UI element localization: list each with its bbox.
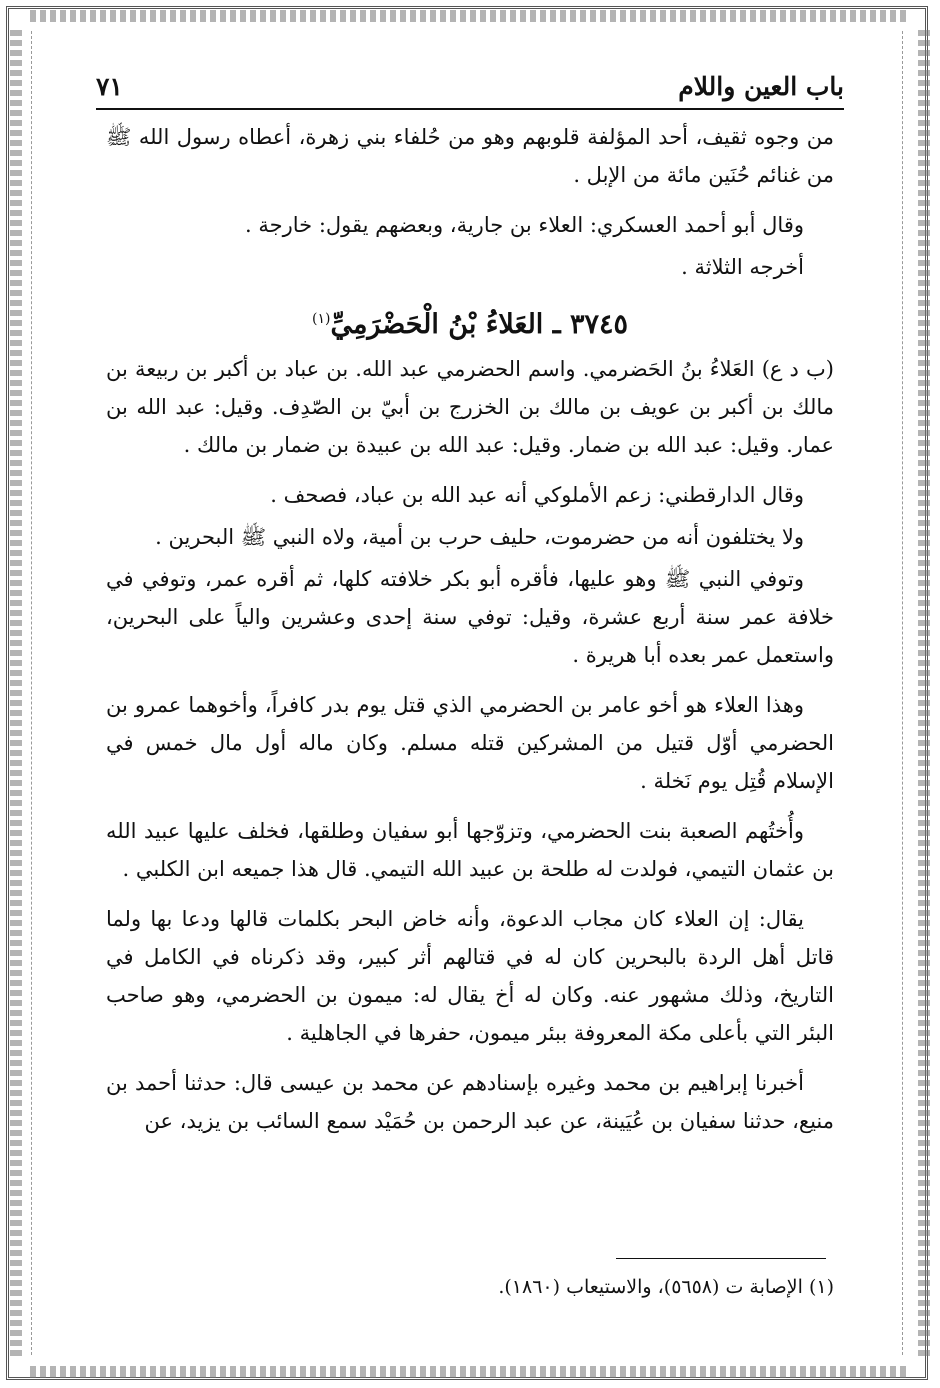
top-ornament: [30, 10, 910, 22]
paragraph-5: وقال الدارقطني: زعم الأملوكي أنه عبد الله بن عباد، فصحف .: [270, 483, 804, 507]
entry-title-text: ٣٧٤٥ ـ العَلاءُ بْنُ الْحَضْرَمِيِّ: [330, 309, 629, 340]
paragraph-4: (ب د ع) العَلاءُ بنُ الحَضرمي. واسم الحضرمي عبد الله. بن عباد بن أكبر بن ربيعة بن مالك بن أكبر بن عويف بن مالك بن الخزرج بن أبيّ بن الصّدِف. وقيل: عبد الله بن عمار. وقيل: عبد الله بن ضمار. وقيل: عبد الله بن عبيدة بن ضمار بن مالك .: [106, 357, 834, 457]
paragraph-3: أخرجه الثلاثة .: [681, 255, 804, 279]
paragraph-6: ولا يختلفون أنه من حضرموت، حليف حرب بن أمية، ولاه النبي ﷺ البحرين .: [155, 525, 804, 549]
paragraph-9: وأُختُهم الصعبة بنت الحضرمي، وتزوّجها أبو سفيان وطلقها، فخلف عليها عبيد الله بن عثمان التيمي، فولدت له طلحة بن عبيد الله التيمي. قال هذا جميعه ابن الكلبي .: [106, 819, 834, 881]
paragraph-10: يقال: إن العلاء كان مجاب الدعوة، وأنه خاض البحر بكلمات قالها ودعا بها ولما قاتل أهل الردة بالبحرين كان له في قتالهم أثر كبير، وقد ذكرناه في الكامل في التاريخ، وذلك مشهور عنه. وكان له أخ يقال له: ميمون بن الحضرمي، وهو صاحب البئر التي بأعلى مكة المعروفة ببئر ميمون، حفرها في الجاهلية .: [106, 907, 834, 1045]
page-number: ٧١: [96, 72, 123, 101]
entry-title: [106, 300, 834, 344]
paragraph-11: أخبرنا إبراهيم بن محمد وغيره بإسنادهم عن محمد بن عيسى قال: حدثنا أحمد بن منيع، حدثنا سفيان بن عُيَينة، عن عبد الرحمن بن حُمَيْد سمع السائب بن يزيد، عن: [106, 1071, 834, 1133]
page-header: [96, 68, 844, 108]
footnote: (١) الإصابة ت (٥٦٥٨)، والاستيعاب (١٨٦٠).: [498, 1276, 834, 1298]
left-ornament: [10, 30, 22, 1358]
main-text: [106, 118, 834, 1152]
bottom-ornament: [30, 1366, 910, 1378]
right-ornament: [918, 30, 930, 1358]
footnote-rule: [616, 1258, 826, 1259]
running-title: باب العين واللام: [678, 72, 844, 101]
footnote-ref: (١): [311, 311, 331, 327]
paragraph-2: وقال أبو أحمد العسكري: العلاء بن جارية، وبعضهم يقول: خارجة .: [245, 213, 804, 237]
paragraph-7: وتوفي النبي ﷺ وهو عليها، فأقره أبو بكر خلافته كلها، ثم أقره عمر، وتوفي في خلافة عمر سنة أربع عشرة، وقيل: توفي سنة إحدى وعشرين والياً على البحرين، واستعمل عمر بعده أبا هريرة .: [106, 567, 834, 667]
paragraph-1: من وجوه ثقيف، أحد المؤلفة قلوبهم وهو من حُلفاء بني زهرة، أعطاه رسول الله ﷺ من غنائم حُنَين مائة من الإبل .: [106, 125, 834, 187]
paragraph-8: وهذا العلاء هو أخو عامر بن الحضرمي الذي قتل يوم بدر كافراً، وأخوهما عمرو بن الحضرمي أوّل قتيل من المشركين قتله مسلم. وكان ماله أول مال خمس في الإسلام قُتِل يوم نَخلة .: [106, 693, 834, 793]
header-rule: [96, 108, 844, 110]
